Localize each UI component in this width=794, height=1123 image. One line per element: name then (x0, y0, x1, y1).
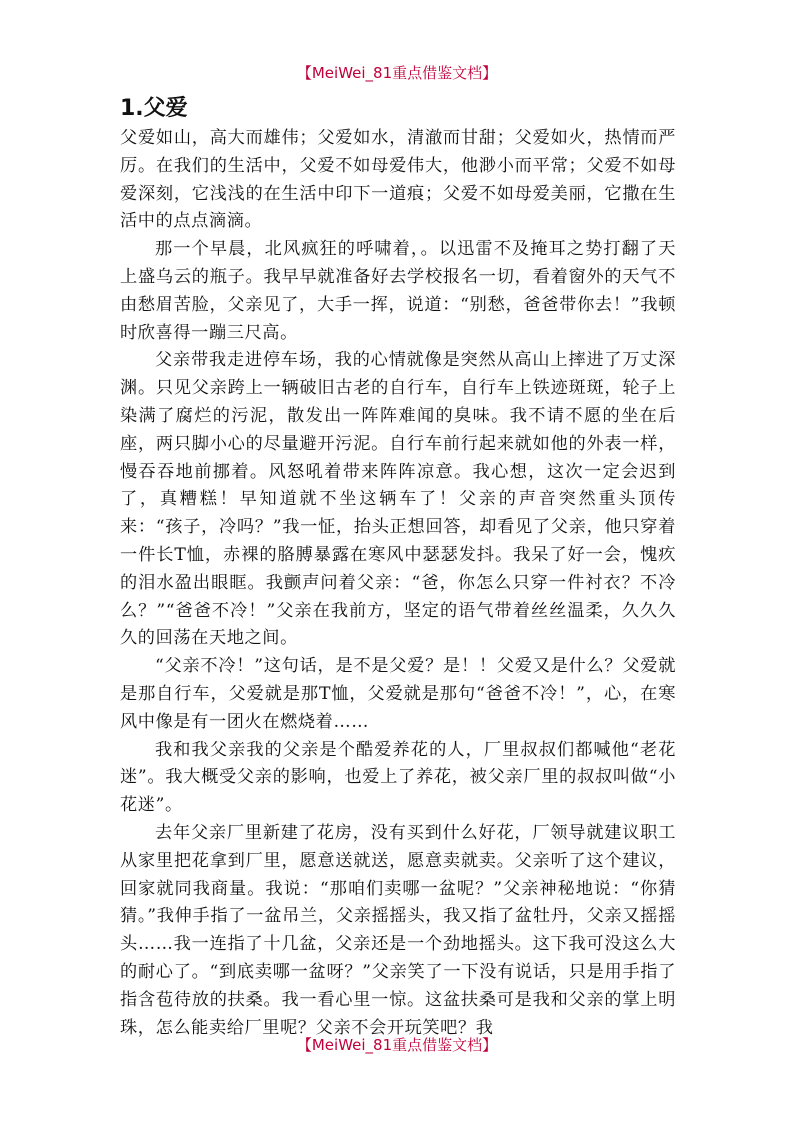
page-header: 【MeiWei_81重点借鉴文档】 (296, 64, 498, 82)
paragraph-4: “父亲不冷！”这句话，是不是父爱？是！！父爱又是什么？父爱就是那自行车，父爱就是那T恤，父爱就是那句“爸爸不冷！”，心，在寒风中像是有一团火在燃烧着…… (120, 656, 676, 732)
paragraph-6: 去年父亲厂里新建了花房，没有买到什么好花，厂领导就建议职工从家里把花拿到厂里，愿意送就送，愿意卖就卖。父亲听了这个建议，回家就同我商量。我说：“那咱们卖哪一盆呢？”父亲神秘地说：“你猜猜。”我伸手指了一盆吊兰，父亲摇摇头，我又指了盆牡丹，父亲又摇摇头……我一连指了十几盆，父亲还是一个劲地摇头。这下我可没这么大的耐心了。“到底卖哪一盆呀？”父亲笑了一下没有说话，只是用手指了指含苞待放的扶桑。我一看心里一惊。这盆扶桑可是我和父亲的掌上明珠，怎么能卖给厂里呢？父亲不会开玩笑吧？我 (120, 822, 676, 1038)
article (120, 93, 676, 1042)
article-title: 1.父爱 (120, 96, 188, 121)
paragraph-1: 父爱如山，高大而雄伟；父爱如水，清澈而甘甜；父爱如火，热情而严厉。在我们的生活中，父爱不如母爱伟大，他渺小而平常；父爱不如母爱深刻，它浅浅的在生活中印下一道痕；父爱不如母爱美丽，它撒在生活中的点点滴滴。 (120, 128, 676, 232)
paragraph-5: 我和我父亲我的父亲是个酷爱养花的人，厂里叔叔们都喊他“老花迷”。我大概受父亲的影响，也爱上了养花，被父亲厂里的叔叔叫做“小花迷”。 (120, 739, 676, 816)
paragraph-3: 父亲带我走进停车场，我的心情就像是突然从高山上摔进了万丈深渊。只见父亲跨上一辆破旧古老的自行车，自行车上铁迹斑斑，轮子上染满了腐烂的污泥，散发出一阵阵难闻的臭味。我不请不愿的坐在后座，两只脚小心的尽量避开污泥。自行车前行起来就如他的外表一样，慢吞吞地前挪着。风怒吼着带来阵阵凉意。我心想，这次一定会迟到了，真糟糕！早知道就不坐这辆车了！父亲的声音突然重头顶传来：“孩子，冷吗？”我一怔，抬头正想回答，却看见了父亲，他只穿着一件长T恤，赤裸的胳膊暴露在寒风中瑟瑟发抖。我呆了好一会，愧疚的泪水盈出眼眶。我颤声问着父亲：“爸，你怎么只穿一件衬衣？不冷么？”“爸爸不冷！”父亲在我前方，坚定的语气带着丝丝温柔，久久久久的回荡在天地之间。 (120, 350, 676, 649)
page-footer: 【MeiWei_81重点借鉴文档】 (296, 1036, 498, 1054)
paragraph-2: 那一个早晨，北风疯狂的呼啸着，。以迅雷不及掩耳之势打翻了天上盛乌云的瓶子。我早早就准备好去学校报名一切，看着窗外的天气不由愁眉苦脸，父亲见了，大手一挥，说道：“别愁，爸爸带你去！”我顿时欣喜得一蹦三尺高。 (120, 239, 676, 343)
